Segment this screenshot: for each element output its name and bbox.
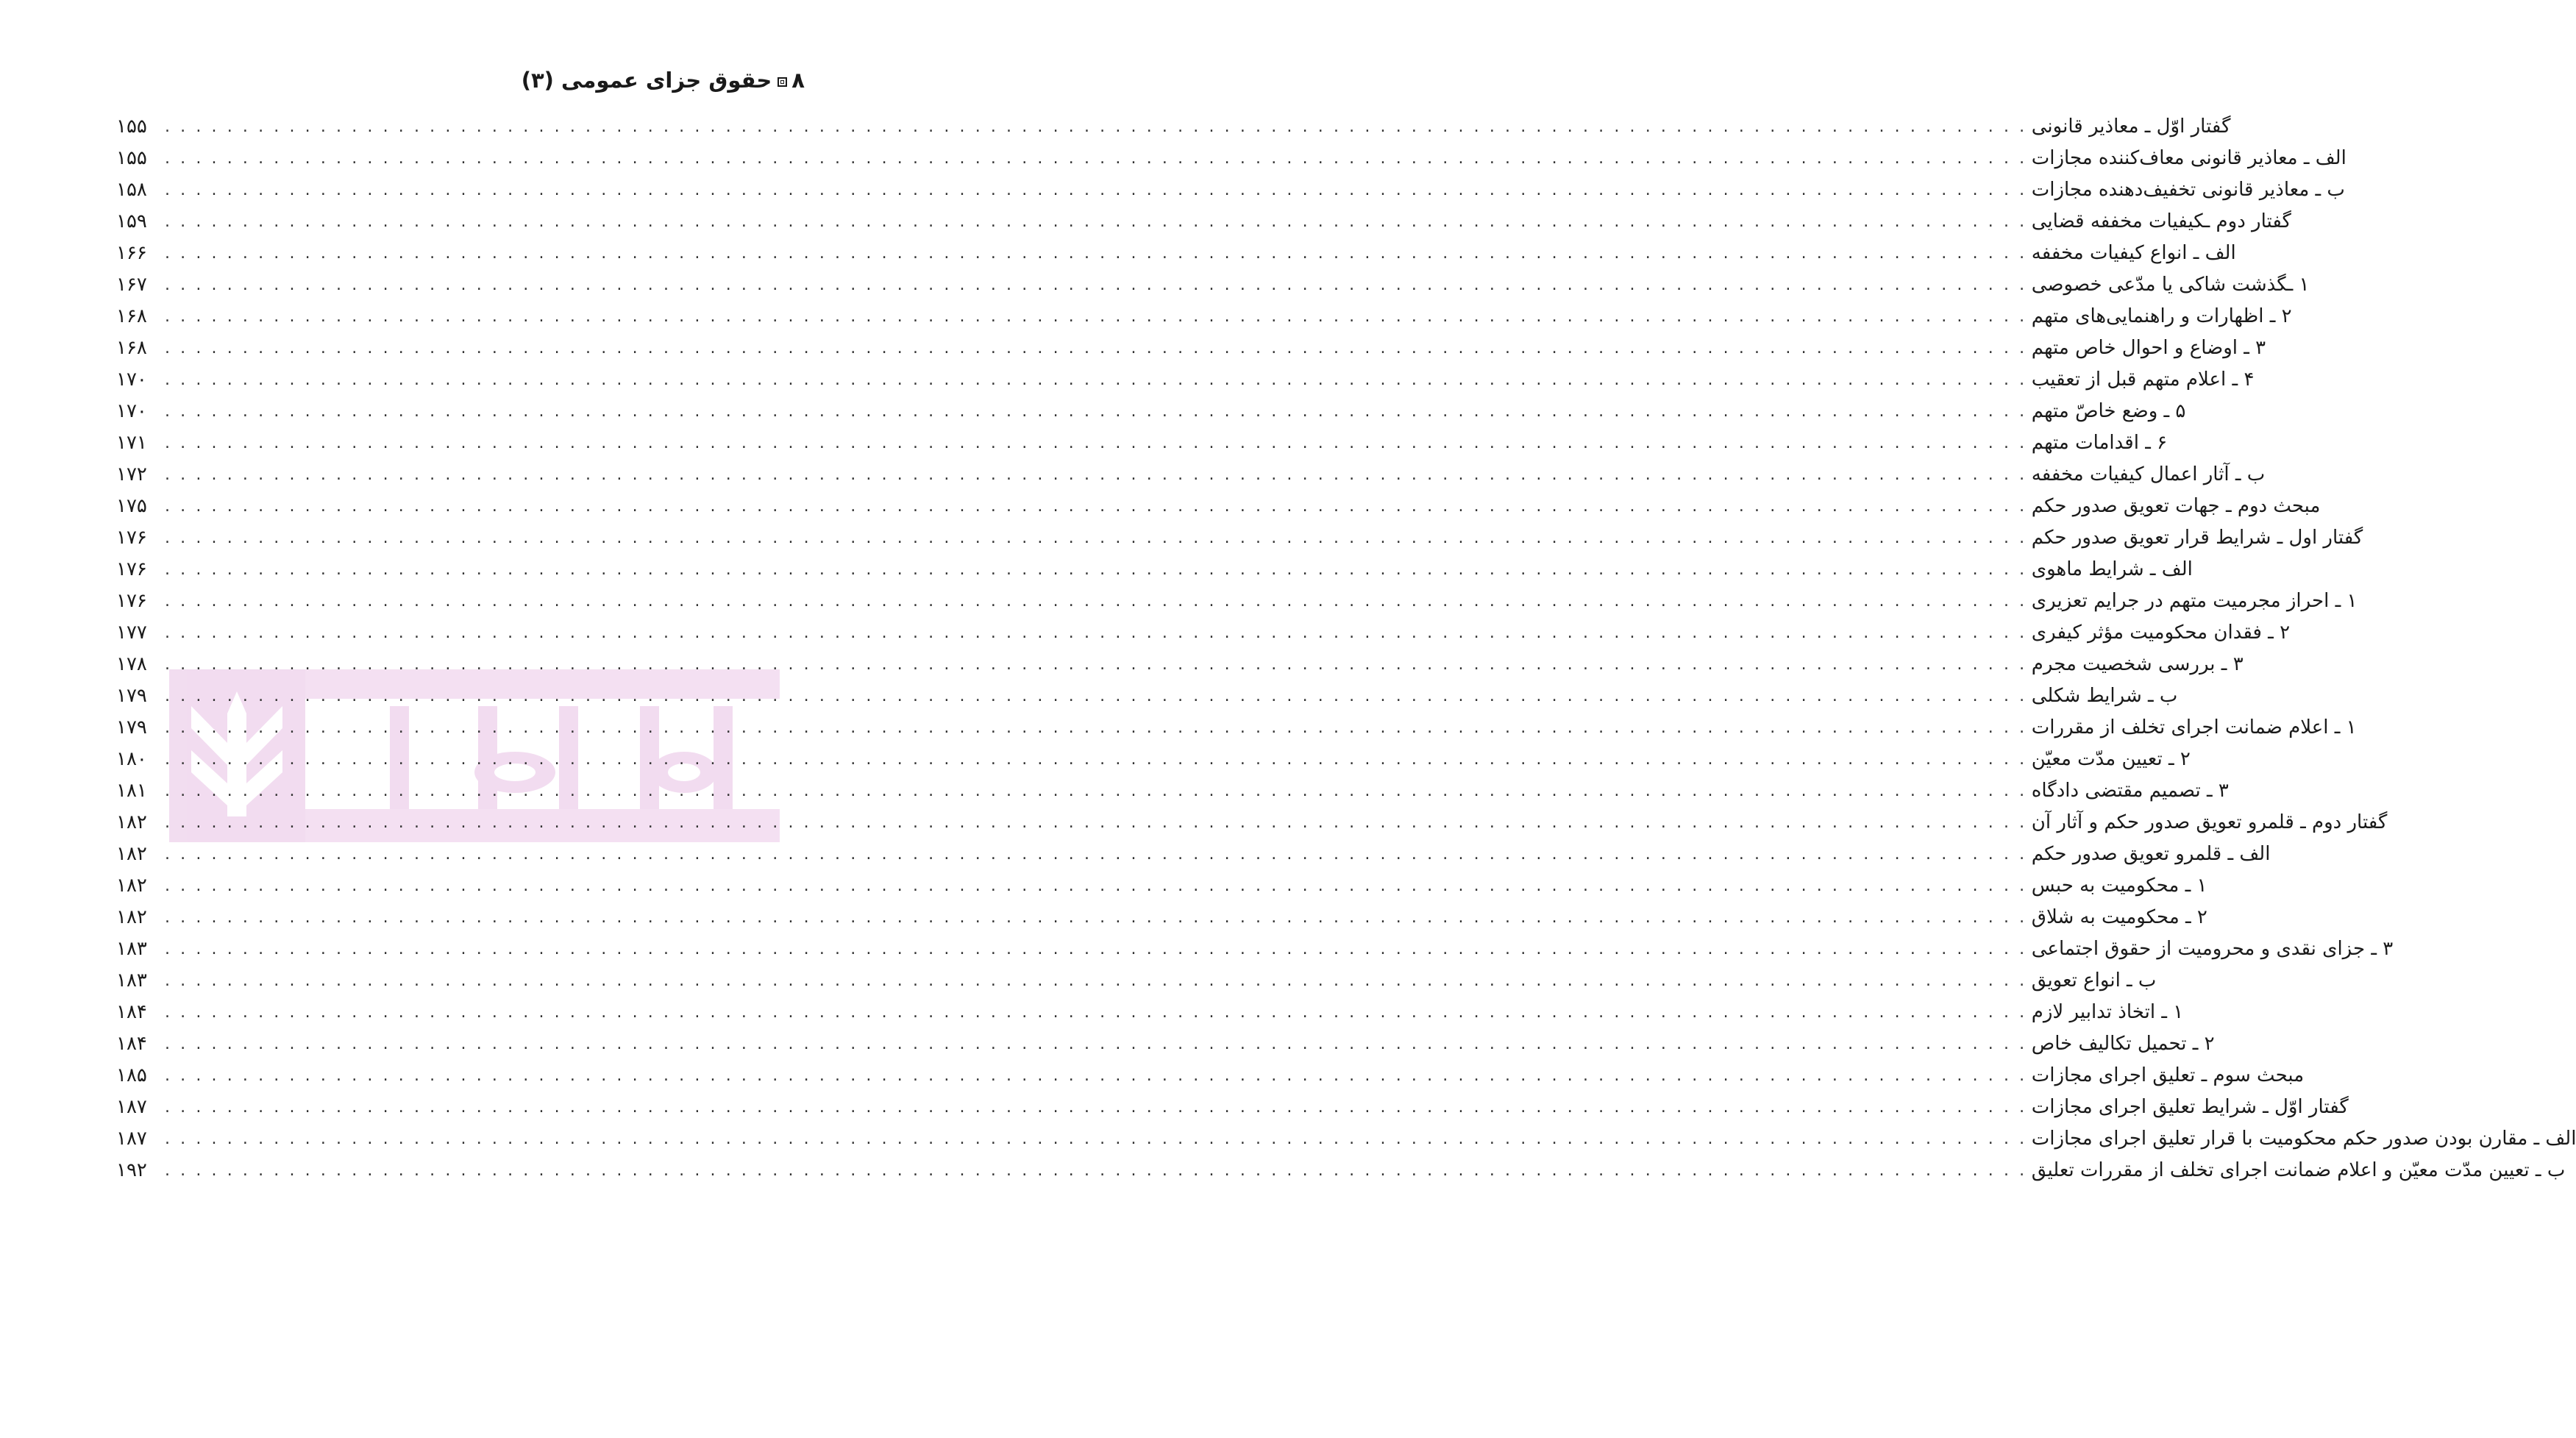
toc-page-number: ۱۸۰ bbox=[116, 748, 147, 770]
dot-leader: . . . . . . . . . . . . . . . . . . . . . . . . . . . . . . . . . . . . . . . . . . . . . . . . . . . . . . . . . . . . . . . . . . . . . . . . . . . . . . . . . . . . . . . . . . . . . . . . . . . . . . . . . . . . . . . . . . . . . . . . bbox=[165, 434, 2027, 452]
dot-leader: . . . . . . . . . . . . . . . . . . . . . . . . . . . . . . . . . . . . . . . . . . . . . . . . . . . . . . . . . . . . . . . . . . . . . . . . . . . . . . . . . . . . . . . . . . . . . . . . . . . . . . . . . . . . . . . . . . . . . . . . bbox=[165, 1067, 2027, 1085]
toc-entry bbox=[116, 111, 2231, 143]
toc-entry-title: ۳ ـ جزای نقدی و محرومیت از حقوق اجتماعی bbox=[2031, 938, 2394, 960]
dot-leader: . . . . . . . . . . . . . . . . . . . . . . . . . . . . . . . . . . . . . . . . . . . . . . . . . . . . . . . . . . . . . . . . . . . . . . . . . . . . . . . . . . . . . . . . . . . . . . . . . . . . . . . . . . . . . . . . . . . . . . . . bbox=[165, 782, 2027, 800]
toc-page-number: ۱۸۳ bbox=[116, 938, 147, 960]
toc-entry bbox=[116, 206, 2291, 238]
toc-page-number: ۱۸۴ bbox=[116, 1033, 147, 1055]
toc-page-number: ۱۷۶ bbox=[116, 558, 147, 580]
toc-entry-title: مبحث دوم ـ جهات تعویق صدور حکم bbox=[2031, 495, 2321, 517]
toc-page-number: ۱۷۶ bbox=[116, 527, 147, 549]
toc-page-number: ۱۷۲ bbox=[116, 463, 147, 485]
toc-entry bbox=[116, 997, 2184, 1028]
toc-entry-title: ۳ ـ بررسی شخصیت مجرم bbox=[2031, 653, 2244, 675]
toc-page-number: ۱۷۰ bbox=[116, 400, 147, 422]
dot-leader: . . . . . . . . . . . . . . . . . . . . . . . . . . . . . . . . . . . . . . . . . . . . . . . . . . . . . . . . . . . . . . . . . . . . . . . . . . . . . . . . . . . . . . . . . . . . . . . . . . . . . . . . . . . . . . . . . . . . . . . . bbox=[165, 497, 2027, 516]
toc-entry bbox=[116, 902, 2207, 933]
dot-leader: . . . . . . . . . . . . . . . . . . . . . . . . . . . . . . . . . . . . . . . . . . . . . . . . . . . . . . . . . . . . . . . . . . . . . . . . . . . . . . . . . . . . . . . . . . . . . . . . . . . . . . . . . . . . . . . . . . . . . . . . bbox=[165, 307, 2027, 326]
toc-page-number: ۱۸۲ bbox=[116, 811, 147, 833]
toc-entry-title: گفتار دوم ـ قلمرو تعویق صدور حکم و آثار آن bbox=[2031, 811, 2388, 833]
toc-entry bbox=[116, 427, 2168, 459]
toc-entry-title: ۲ ـ تعیین مدّت معیّن bbox=[2031, 748, 2191, 770]
toc-entry-title: ب ـ انواع تعویق bbox=[2031, 969, 2157, 992]
toc-entry bbox=[116, 870, 2207, 902]
toc-entry-title: ب ـ آثار اعمال کیفیات مخففه bbox=[2031, 463, 2266, 485]
dot-leader: . . . . . . . . . . . . . . . . . . . . . . . . . . . . . . . . . . . . . . . . . . . . . . . . . . . . . . . . . . . . . . . . . . . . . . . . . . . . . . . . . . . . . . . . . . . . . . . . . . . . . . . . . . . . . . . . . . . . . . . . bbox=[165, 244, 2027, 263]
toc-entry bbox=[116, 617, 2291, 649]
toc-entry bbox=[116, 775, 2229, 807]
book-title: حقوق جزای عمومی (۳) bbox=[521, 68, 772, 93]
toc-entry-title: الف ـ قلمرو تعویق صدور حکم bbox=[2031, 843, 2271, 865]
dot-leader: . . . . . . . . . . . . . . . . . . . . . . . . . . . . . . . . . . . . . . . . . . . . . . . . . . . . . . . . . . . . . . . . . . . . . . . . . . . . . . . . . . . . . . . . . . . . . . . . . . . . . . . . . . . . . . . . . . . . . . . . bbox=[165, 339, 2027, 357]
toc-entry bbox=[116, 269, 2310, 301]
dot-leader: . . . . . . . . . . . . . . . . . . . . . . . . . . . . . . . . . . . . . . . . . . . . . . . . . . . . . . . . . . . . . . . . . . . . . . . . . . . . . . . . . . . . . . . . . . . . . . . . . . . . . . . . . . . . . . . . . . . . . . . . bbox=[165, 149, 2027, 168]
toc-page-number: ۱۷۸ bbox=[116, 653, 147, 675]
toc-entry-title: ۵ ـ وضع خاصّ متهم bbox=[2031, 400, 2186, 422]
dot-leader: . . . . . . . . . . . . . . . . . . . . . . . . . . . . . . . . . . . . . . . . . . . . . . . . . . . . . . . . . . . . . . . . . . . . . . . . . . . . . . . . . . . . . . . . . . . . . . . . . . . . . . . . . . . . . . . . . . . . . . . . bbox=[165, 1098, 2027, 1117]
toc-entry bbox=[116, 1155, 2566, 1186]
toc-entry bbox=[116, 238, 2236, 269]
toc-entry bbox=[116, 364, 2255, 396]
dot-leader: . . . . . . . . . . . . . . . . . . . . . . . . . . . . . . . . . . . . . . . . . . . . . . . . . . . . . . . . . . . . . . . . . . . . . . . . . . . . . . . . . . . . . . . . . . . . . . . . . . . . . . . . . . . . . . . . . . . . . . . . bbox=[165, 529, 2027, 547]
dot-leader: . . . . . . . . . . . . . . . . . . . . . . . . . . . . . . . . . . . . . . . . . . . . . . . . . . . . . . . . . . . . . . . . . . . . . . . . . . . . . . . . . . . . . . . . . . . . . . . . . . . . . . . . . . . . . . . . . . . . . . . . bbox=[165, 181, 2027, 199]
toc-entry bbox=[116, 554, 2193, 585]
toc-entry bbox=[116, 1028, 2215, 1060]
toc-page-number: ۱۷۹ bbox=[116, 685, 147, 707]
toc-entry bbox=[116, 744, 2191, 775]
toc-page-number: ۱۷۶ bbox=[116, 590, 147, 612]
toc-entry bbox=[116, 680, 2178, 712]
toc-entry-title: گفتار اوّل ـ شرایط تعلیق اجرای مجازات bbox=[2031, 1096, 2349, 1118]
toc-entry-title: ۱ ـ محکومیت به حبس bbox=[2031, 875, 2207, 897]
toc-page-number: ۱۸۳ bbox=[116, 969, 147, 992]
toc-entry bbox=[116, 143, 2346, 174]
toc-entry-title: ۳ ـ اوضاع و احوال خاص متهم bbox=[2031, 337, 2266, 359]
toc-entry-title: ۱ ـ اتخاذ تدابیر لازم bbox=[2031, 1001, 2184, 1023]
toc-entry bbox=[116, 396, 2186, 427]
toc-entry-title: گفتار اول ـ شرایط قرار تعویق صدور حکم bbox=[2031, 527, 2363, 549]
page-number: ۸ bbox=[791, 68, 805, 93]
toc-page-number: ۱۶۷ bbox=[116, 274, 147, 296]
toc-page-number: ۱۵۵ bbox=[116, 147, 147, 169]
ornament-square-icon bbox=[778, 77, 787, 87]
dot-leader: . . . . . . . . . . . . . . . . . . . . . . . . . . . . . . . . . . . . . . . . . . . . . . . . . . . . . . . . . . . . . . . . . . . . . . . . . . . . . . . . . . . . . . . . . . . . . . . . . . . . . . . . . . . . . . . . . . . . . . . . bbox=[165, 118, 2027, 136]
toc-entry bbox=[116, 839, 2271, 870]
dot-leader: . . . . . . . . . . . . . . . . . . . . . . . . . . . . . . . . . . . . . . . . . . . . . . . . . . . . . . . . . . . . . . . . . . . . . . . . . . . . . . . . . . . . . . . . . . . . . . . . . . . . . . . . . . . . . . . . . . . . . . . . bbox=[165, 687, 2027, 705]
toc-entry-title: الف ـ معاذیر قانونی معاف‌کننده مجازات bbox=[2031, 147, 2346, 169]
toc-page-number: ۱۶۶ bbox=[116, 242, 147, 264]
dot-leader: . . . . . . . . . . . . . . . . . . . . . . . . . . . . . . . . . . . . . . . . . . . . . . . . . . . . . . . . . . . . . . . . . . . . . . . . . . . . . . . . . . . . . . . . . . . . . . . . . . . . . . . . . . . . . . . . . . . . . . . . bbox=[165, 592, 2027, 611]
toc-page-number: ۱۷۷ bbox=[116, 622, 147, 644]
toc-entry-title: ۴ ـ اعلام متهم قبل از تعقیب bbox=[2031, 369, 2255, 391]
toc-entry bbox=[116, 585, 2358, 617]
toc-entry bbox=[116, 332, 2266, 364]
toc-page-number: ۱۸۲ bbox=[116, 875, 147, 897]
dot-leader: . . . . . . . . . . . . . . . . . . . . . . . . . . . . . . . . . . . . . . . . . . . . . . . . . . . . . . . . . . . . . . . . . . . . . . . . . . . . . . . . . . . . . . . . . . . . . . . . . . . . . . . . . . . . . . . . . . . . . . . . bbox=[165, 845, 2027, 864]
dot-leader: . . . . . . . . . . . . . . . . . . . . . . . . . . . . . . . . . . . . . . . . . . . . . . . . . . . . . . . . . . . . . . . . . . . . . . . . . . . . . . . . . . . . . . . . . . . . . . . . . . . . . . . . . . . . . . . . . . . . . . . . bbox=[165, 1161, 2027, 1180]
toc-entry-title: ۲ ـ اظهارات و راهنمایی‌های متهم bbox=[2031, 305, 2292, 327]
dot-leader: . . . . . . . . . . . . . . . . . . . . . . . . . . . . . . . . . . . . . . . . . . . . . . . . . . . . . . . . . . . . . . . . . . . . . . . . . . . . . . . . . . . . . . . . . . . . . . . . . . . . . . . . . . . . . . . . . . . . . . . . bbox=[165, 1130, 2027, 1148]
toc-entry-title: ۲ ـ فقدان محکومیت مؤثر کیفری bbox=[2031, 622, 2291, 644]
toc-entry bbox=[116, 1060, 2305, 1092]
dot-leader: . . . . . . . . . . . . . . . . . . . . . . . . . . . . . . . . . . . . . . . . . . . . . . . . . . . . . . . . . . . . . . . . . . . . . . . . . . . . . . . . . . . . . . . . . . . . . . . . . . . . . . . . . . . . . . . . . . . . . . . . bbox=[165, 276, 2027, 294]
toc-entry bbox=[116, 712, 2357, 744]
toc-entry-title: ۱ ـ اعلام ضمانت اجرای تخلف از مقررات bbox=[2031, 716, 2357, 738]
toc-entry bbox=[116, 933, 2394, 965]
toc-entry-title: الف ـ انواع کیفیات مخففه bbox=[2031, 242, 2236, 264]
toc-entry-title: مبحث سوم ـ تعلیق اجرای مجازات bbox=[2031, 1064, 2305, 1086]
toc-entry-title: ۳ ـ تصمیم مقتضی دادگاه bbox=[2031, 780, 2229, 802]
toc-entry-title: گفتار اوّل ـ معاذیر قانونی bbox=[2031, 115, 2231, 138]
dot-leader: . . . . . . . . . . . . . . . . . . . . . . . . . . . . . . . . . . . . . . . . . . . . . . . . . . . . . . . . . . . . . . . . . . . . . . . . . . . . . . . . . . . . . . . . . . . . . . . . . . . . . . . . . . . . . . . . . . . . . . . . bbox=[165, 655, 2027, 674]
toc-entry-title: ۱ ـگذشت شاکی یا مدّعی خصوصی bbox=[2031, 274, 2310, 296]
toc-entry-title: ۱ ـ احراز مجرمیت متهم در جرایم تعزیری bbox=[2031, 590, 2358, 612]
toc-page-number: ۱۵۹ bbox=[116, 210, 147, 232]
toc-page-number: ۱۸۲ bbox=[116, 906, 147, 928]
toc-entry-title: الف ـ مقارن بودن صدور حکم محکومیت با قرار تعلیق اجرای مجازات bbox=[2031, 1128, 2576, 1150]
toc-entry bbox=[116, 1092, 2349, 1123]
toc-entry-title: گفتار دوم ـکیفیات مخففه قضایی bbox=[2031, 210, 2291, 232]
toc-entry-title: ب ـ معاذیر قانونی تخفیف‌دهنده مجازات bbox=[2031, 179, 2345, 201]
toc-entry-title: ب ـ تعیین مدّت معیّن و اعلام ضمانت اجرای تخلف از مقررات تعلیق bbox=[2031, 1159, 2566, 1181]
dot-leader: . . . . . . . . . . . . . . . . . . . . . . . . . . . . . . . . . . . . . . . . . . . . . . . . . . . . . . . . . . . . . . . . . . . . . . . . . . . . . . . . . . . . . . . . . . . . . . . . . . . . . . . . . . . . . . . . . . . . . . . . bbox=[165, 719, 2027, 737]
dot-leader: . . . . . . . . . . . . . . . . . . . . . . . . . . . . . . . . . . . . . . . . . . . . . . . . . . . . . . . . . . . . . . . . . . . . . . . . . . . . . . . . . . . . . . . . . . . . . . . . . . . . . . . . . . . . . . . . . . . . . . . . bbox=[165, 972, 2027, 990]
toc-entry bbox=[116, 301, 2292, 332]
dot-leader: . . . . . . . . . . . . . . . . . . . . . . . . . . . . . . . . . . . . . . . . . . . . . . . . . . . . . . . . . . . . . . . . . . . . . . . . . . . . . . . . . . . . . . . . . . . . . . . . . . . . . . . . . . . . . . . . . . . . . . . . bbox=[165, 877, 2027, 895]
dot-leader: . . . . . . . . . . . . . . . . . . . . . . . . . . . . . . . . . . . . . . . . . . . . . . . . . . . . . . . . . . . . . . . . . . . . . . . . . . . . . . . . . . . . . . . . . . . . . . . . . . . . . . . . . . . . . . . . . . . . . . . . bbox=[165, 750, 2027, 769]
toc-page-number: ۱۵۵ bbox=[116, 115, 147, 138]
toc-page-number: ۱۶۸ bbox=[116, 305, 147, 327]
dot-leader: . . . . . . . . . . . . . . . . . . . . . . . . . . . . . . . . . . . . . . . . . . . . . . . . . . . . . . . . . . . . . . . . . . . . . . . . . . . . . . . . . . . . . . . . . . . . . . . . . . . . . . . . . . . . . . . . . . . . . . . . bbox=[165, 1003, 2027, 1022]
toc-page-number: ۱۷۵ bbox=[116, 495, 147, 517]
toc-entry bbox=[116, 965, 2157, 997]
toc-page-number: ۱۵۸ bbox=[116, 179, 147, 201]
dot-leader: . . . . . . . . . . . . . . . . . . . . . . . . . . . . . . . . . . . . . . . . . . . . . . . . . . . . . . . . . . . . . . . . . . . . . . . . . . . . . . . . . . . . . . . . . . . . . . . . . . . . . . . . . . . . . . . . . . . . . . . . bbox=[165, 940, 2027, 958]
dot-leader: . . . . . . . . . . . . . . . . . . . . . . . . . . . . . . . . . . . . . . . . . . . . . . . . . . . . . . . . . . . . . . . . . . . . . . . . . . . . . . . . . . . . . . . . . . . . . . . . . . . . . . . . . . . . . . . . . . . . . . . . bbox=[165, 402, 2027, 421]
toc-page-number: ۱۶۸ bbox=[116, 337, 147, 359]
toc-page-number: ۱۸۷ bbox=[116, 1096, 147, 1118]
toc-entry bbox=[116, 1123, 2576, 1155]
dot-leader: . . . . . . . . . . . . . . . . . . . . . . . . . . . . . . . . . . . . . . . . . . . . . . . . . . . . . . . . . . . . . . . . . . . . . . . . . . . . . . . . . . . . . . . . . . . . . . . . . . . . . . . . . . . . . . . . . . . . . . . . bbox=[165, 560, 2027, 579]
toc-page-number: ۱۸۱ bbox=[116, 780, 147, 802]
toc-entry bbox=[116, 459, 2266, 491]
toc-page-number: ۱۷۱ bbox=[116, 432, 147, 454]
toc-page-number: ۱۸۷ bbox=[116, 1128, 147, 1150]
toc-page-number: ۱۹۲ bbox=[116, 1159, 147, 1181]
toc-page-number: ۱۸۵ bbox=[116, 1064, 147, 1086]
dot-leader: . . . . . . . . . . . . . . . . . . . . . . . . . . . . . . . . . . . . . . . . . . . . . . . . . . . . . . . . . . . . . . . . . . . . . . . . . . . . . . . . . . . . . . . . . . . . . . . . . . . . . . . . . . . . . . . . . . . . . . . . bbox=[165, 213, 2027, 231]
toc-entry-title: الف ـ شرایط ماهوی bbox=[2031, 558, 2193, 580]
toc-entry bbox=[116, 174, 2345, 206]
toc-entry-title: ب ـ شرایط شکلی bbox=[2031, 685, 2178, 707]
toc-entry bbox=[116, 807, 2388, 839]
toc-page-number: ۱۸۴ bbox=[116, 1001, 147, 1023]
toc-entry-title: ۶ ـ اقدامات متهم bbox=[2031, 432, 2168, 454]
toc-page-number: ۱۸۲ bbox=[116, 843, 147, 865]
toc-entry-title: ۲ ـ محکومیت به شلاق bbox=[2031, 906, 2207, 928]
toc-page-number: ۱۷۰ bbox=[116, 369, 147, 391]
dot-leader: . . . . . . . . . . . . . . . . . . . . . . . . . . . . . . . . . . . . . . . . . . . . . . . . . . . . . . . . . . . . . . . . . . . . . . . . . . . . . . . . . . . . . . . . . . . . . . . . . . . . . . . . . . . . . . . . . . . . . . . . bbox=[165, 908, 2027, 927]
toc-entry bbox=[116, 522, 2363, 554]
toc-entry-title: ۲ ـ تحمیل تکالیف خاص bbox=[2031, 1033, 2215, 1055]
toc-entry bbox=[116, 491, 2321, 522]
dot-leader: . . . . . . . . . . . . . . . . . . . . . . . . . . . . . . . . . . . . . . . . . . . . . . . . . . . . . . . . . . . . . . . . . . . . . . . . . . . . . . . . . . . . . . . . . . . . . . . . . . . . . . . . . . . . . . . . . . . . . . . . bbox=[165, 1035, 2027, 1053]
dot-leader: . . . . . . . . . . . . . . . . . . . . . . . . . . . . . . . . . . . . . . . . . . . . . . . . . . . . . . . . . . . . . . . . . . . . . . . . . . . . . . . . . . . . . . . . . . . . . . . . . . . . . . . . . . . . . . . . . . . . . . . . bbox=[165, 624, 2027, 642]
dot-leader: . . . . . . . . . . . . . . . . . . . . . . . . . . . . . . . . . . . . . . . . . . . . . . . . . . . . . . . . . . . . . . . . . . . . . . . . . . . . . . . . . . . . . . . . . . . . . . . . . . . . . . . . . . . . . . . . . . . . . . . . bbox=[165, 466, 2027, 484]
dot-leader: . . . . . . . . . . . . . . . . . . . . . . . . . . . . . . . . . . . . . . . . . . . . . . . . . . . . . . . . . . . . . . . . . . . . . . . . . . . . . . . . . . . . . . . . . . . . . . . . . . . . . . . . . . . . . . . . . . . . . . . . bbox=[165, 814, 2027, 832]
table-of-contents bbox=[116, 111, 2576, 1186]
running-head bbox=[522, 68, 805, 93]
dot-leader: . . . . . . . . . . . . . . . . . . . . . . . . . . . . . . . . . . . . . . . . . . . . . . . . . . . . . . . . . . . . . . . . . . . . . . . . . . . . . . . . . . . . . . . . . . . . . . . . . . . . . . . . . . . . . . . . . . . . . . . . bbox=[165, 371, 2027, 389]
toc-entry bbox=[116, 649, 2244, 680]
toc-page-number: ۱۷۹ bbox=[116, 716, 147, 738]
